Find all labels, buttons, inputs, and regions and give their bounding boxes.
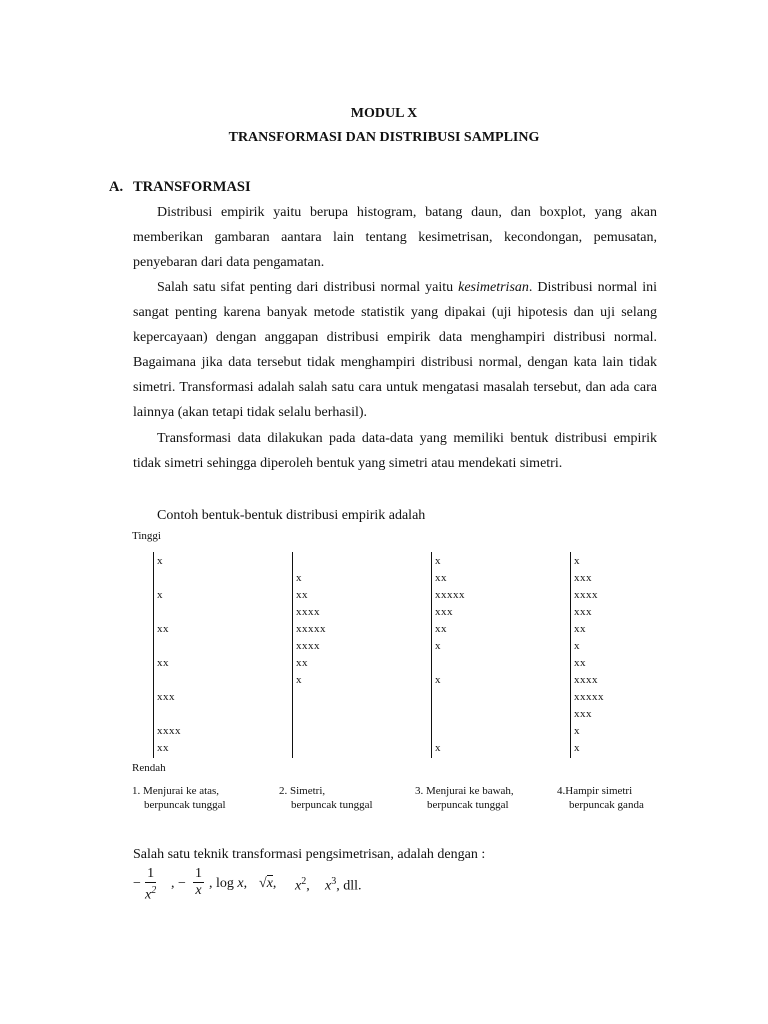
power-two: $x^2$, xyxy=(295,876,310,894)
plot-row: xxx xyxy=(574,606,592,618)
plot-row: xx xyxy=(296,589,308,601)
paragraph-transformasi-data: Transformasi data dilakukan pada data-data yang memiliki bentuk distribusi empirik tidak simetri sehingga diperoleh bentuk yang simetri atau mendekati simetri. xyxy=(133,431,657,471)
plot-row: xxx xyxy=(157,691,175,703)
plot-row: x xyxy=(574,725,580,737)
plot-row: x xyxy=(435,555,441,567)
caption-line: 2. Simetri, xyxy=(279,785,326,797)
fraction-numerator: 1 xyxy=(145,866,156,883)
power-three: $x^3$, dll. xyxy=(325,876,362,894)
axis-label-top: Tinggi xyxy=(132,530,161,542)
sqrt-function: √x, xyxy=(259,876,277,891)
plot-row: xxxxx xyxy=(574,691,604,703)
caption-line: berpuncak tunggal xyxy=(144,799,226,811)
plot-row: x xyxy=(296,572,302,584)
plot-row: xx xyxy=(435,623,447,635)
plot-row: xxxx xyxy=(296,640,320,652)
plot-row: xx xyxy=(296,657,308,669)
plot-row: x xyxy=(435,742,441,754)
paragraph-contoh: Contoh bentuk-bentuk distribusi empirik adalah xyxy=(157,508,426,523)
paragraph-text: Salah satu sifat penting dari distribusi normal yaitu xyxy=(157,280,459,295)
paragraph-distribusi-normal xyxy=(133,275,657,425)
plot-row: x xyxy=(435,640,441,652)
plot-row: x xyxy=(574,640,580,652)
paragraph-text: . Distribusi normal ini sangat penting karena banyak metode statistik yang dipakai (uji hipotesis dan uji selang kepercayaan) dengan anggapan distribusi empirik data menghampiri distribusi normal. Bagaimana jika data tersebut tidak menghampiri distribusi normal, dengan kata lain tidak simetri. Transformasi adalah salah satu cara untuk mengatasi masalah tersebut, dan ada cara lainnya (akan tetapi tidak selalu berhasil). xyxy=(133,280,657,420)
plot-row: x xyxy=(296,674,302,686)
plot-caption-2 xyxy=(279,784,373,812)
plot-row: xxxx xyxy=(574,674,598,686)
plot-row: xxx xyxy=(574,708,592,720)
plot-row: xx xyxy=(574,623,586,635)
plot-row: xx xyxy=(435,572,447,584)
plot-row: xx xyxy=(574,657,586,669)
plot-row: xxxx xyxy=(296,606,320,618)
section-letter: A. xyxy=(109,179,124,195)
emphasis-kesimetrisan: kesimetrisan xyxy=(458,280,529,295)
plot-row: xxxx xyxy=(574,589,598,601)
distribution-plot-3 xyxy=(431,552,552,758)
separator-minus: , − xyxy=(171,876,186,891)
fraction-denominator: x xyxy=(195,883,202,898)
plot-row: xx xyxy=(157,742,169,754)
minus-sign: − xyxy=(133,876,141,891)
plot-row: x xyxy=(157,589,163,601)
fraction-denominator: $x^2$ xyxy=(145,885,157,903)
axis-label-bottom: Rendah xyxy=(132,762,166,774)
module-title: MODUL X xyxy=(350,106,418,121)
fraction-one-over-x-squared xyxy=(145,866,156,904)
caption-line: 4.Hampir simetri xyxy=(557,785,633,797)
paragraph-distribusi-empirik: Distribusi empirik yaitu berupa histogram, batang daun, dan boxplot, yang akan memberikan gambaran aantara lain tentang kesimetrisan, kecondongan, pemusatan, penyebaran dari data pengamatan. xyxy=(133,205,657,270)
plot-row: xxx xyxy=(574,572,592,584)
plot-row: xxxxx xyxy=(435,589,465,601)
log-function: , log x, xyxy=(209,876,248,891)
module-subtitle: TRANSFORMASI DAN DISTRIBUSI SAMPLING xyxy=(228,130,540,145)
caption-line: berpuncak tunggal xyxy=(427,799,509,811)
caption-line: 3. Menjurai ke bawah, xyxy=(415,785,514,797)
technique-intro: Salah satu teknik transformasi pengsimetrisan, adalah dengan : xyxy=(133,847,486,862)
caption-line: 1. Menjurai ke atas, xyxy=(132,785,220,797)
plot-row: xx xyxy=(157,623,169,635)
plot-row: x xyxy=(574,742,580,754)
fraction-numerator: 1 xyxy=(195,866,202,881)
plot-caption-4 xyxy=(557,784,644,812)
plot-row: xx xyxy=(157,657,169,669)
caption-line: berpuncak ganda xyxy=(569,799,644,811)
plot-row: xxxxx xyxy=(296,623,326,635)
plot-row: x xyxy=(435,674,441,686)
plot-caption-1 xyxy=(132,784,226,812)
plot-row: xxx xyxy=(435,606,453,618)
distribution-plot-2 xyxy=(292,552,413,758)
distribution-plot-4 xyxy=(570,552,691,758)
plot-row: x xyxy=(157,555,163,567)
plot-row: x xyxy=(574,555,580,567)
section-title: TRANSFORMASI xyxy=(133,179,251,195)
fraction-one-over-x xyxy=(193,866,204,899)
caption-line: berpuncak tunggal xyxy=(291,799,373,811)
plot-row: xxxx xyxy=(157,725,181,737)
distribution-plot-1 xyxy=(153,552,274,758)
section-heading xyxy=(109,179,251,196)
plot-caption-3 xyxy=(415,784,514,812)
